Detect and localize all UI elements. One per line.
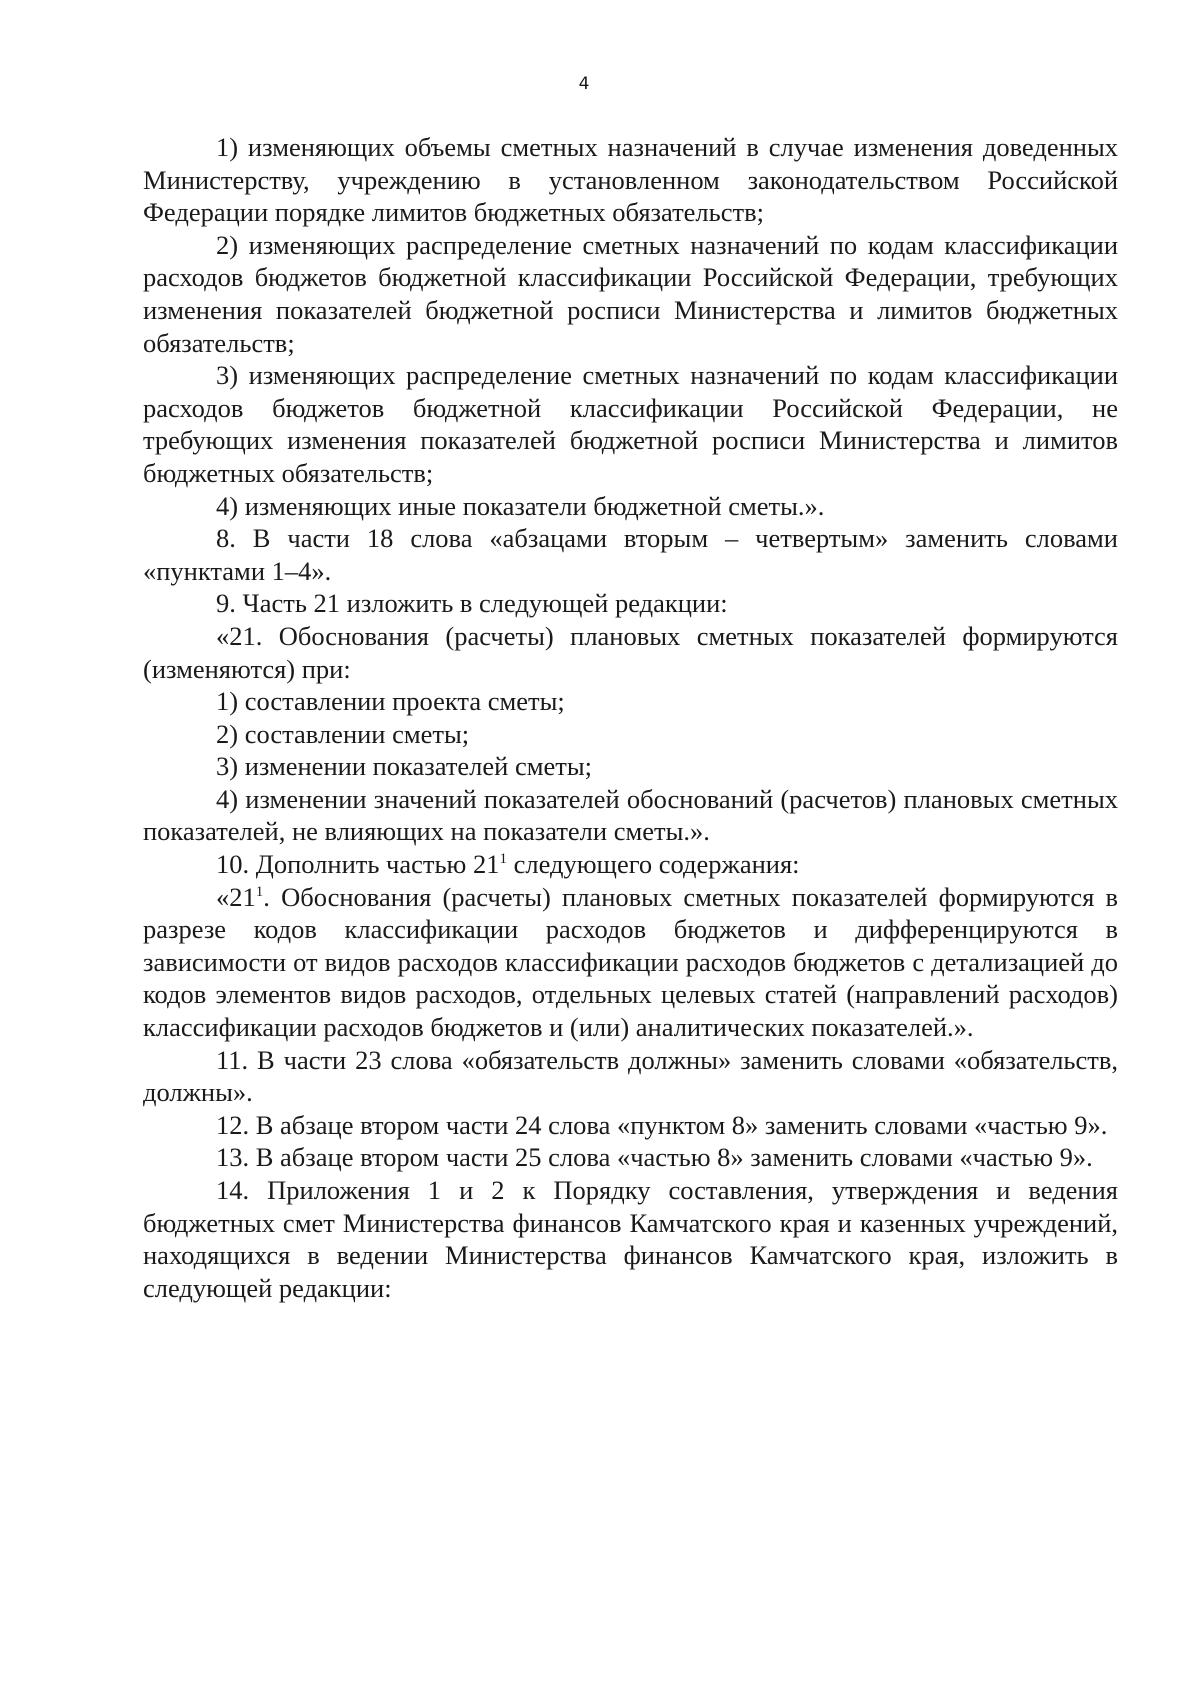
paragraph: 3) изменяющих распределение сметных назначений по кодам классификации расходов бюджетов бюджетной классификации Российской Федерации, не требующих изменения показателей бюджетной росписи Министерства и лимитов бюджетных обязательств;	[143, 360, 1118, 488]
paragraph: 4) изменении значений показателей обоснований (расчетов) плановых сметных показателей, не влияющих на показатели сметы.».	[143, 783, 1118, 847]
paragraph: 11. В части 23 слова «обязательств должны» заменить словами «обязательств, должны».	[143, 1044, 1118, 1108]
paragraph: 1) изменяющих объемы сметных назначений в случае изменения доведенных Министерству, учреждению в установленном законодательством Российской Федерации порядке лимитов бюджетных обязательств;	[143, 132, 1118, 228]
text-run: следующего содержания:	[506, 849, 800, 880]
paragraph: 14. Приложения 1 и 2 к Порядку составления, утверждения и ведения бюджетных смет Министерства финансов Камчатского края и казенных учреждений, находящихся в ведении Министерства финансов Камчатского края, изложить в следующей редакции:	[143, 1175, 1118, 1303]
paragraph-part-21-1	[143, 881, 1118, 1044]
paragraph: 13. В абзаце втором части 25 слова «частью 8» заменить словами «частью 9».	[216, 1142, 1093, 1173]
paragraph: 2) составлении сметы;	[216, 718, 470, 749]
paragraph: 8. В части 18 слова «абзацами вторым – четвертым» заменить словами «пунктами 1–4».	[143, 523, 1118, 586]
text-run: 10. Дополнить частью 21	[216, 849, 500, 880]
paragraph: «21. Обоснования (расчеты) плановых сметных показателей формируются (изменяются) при:	[143, 620, 1118, 684]
paragraph: 2) изменяющих распределение сметных назначений по кодам классификации расходов бюджетов бюджетной классификации Российской Федерации, требующих изменения показателей бюджетной росписи Министерства и лимитов бюджетных обязательств;	[143, 229, 1118, 358]
paragraph: 12. В абзаце втором части 24 слова «пунктом 8» заменить словами «частью 9».	[216, 1109, 1108, 1140]
paragraph: 3) изменении показателей сметы;	[216, 751, 593, 782]
superscript: 1	[499, 851, 507, 868]
page-number: 4	[578, 74, 590, 94]
document-body	[143, 131, 1118, 1304]
paragraph-item-10	[143, 848, 1118, 881]
paragraph: 4) изменяющих иные показатели бюджетной сметы.».	[216, 490, 825, 521]
superscript: 1	[255, 883, 264, 900]
paragraph: 1) составлении проекта сметы;	[216, 686, 565, 717]
paragraph: 9. Часть 21 изложить в следующей редакции:	[216, 588, 728, 619]
text-run: . Обоснования (расчеты) плановых сметных показателей формируются в разрезе кодов классификации расходов бюджетов и дифференцируются в зависимости от видов расходов классификации расходов бюджетов с детализацией до кодов элементов видов расходов, отдельных целевых статей (направлений расходов) классификации расходов бюджетов и (или) аналитических показателей.».	[143, 881, 1118, 1043]
text-run: «21	[216, 881, 256, 912]
